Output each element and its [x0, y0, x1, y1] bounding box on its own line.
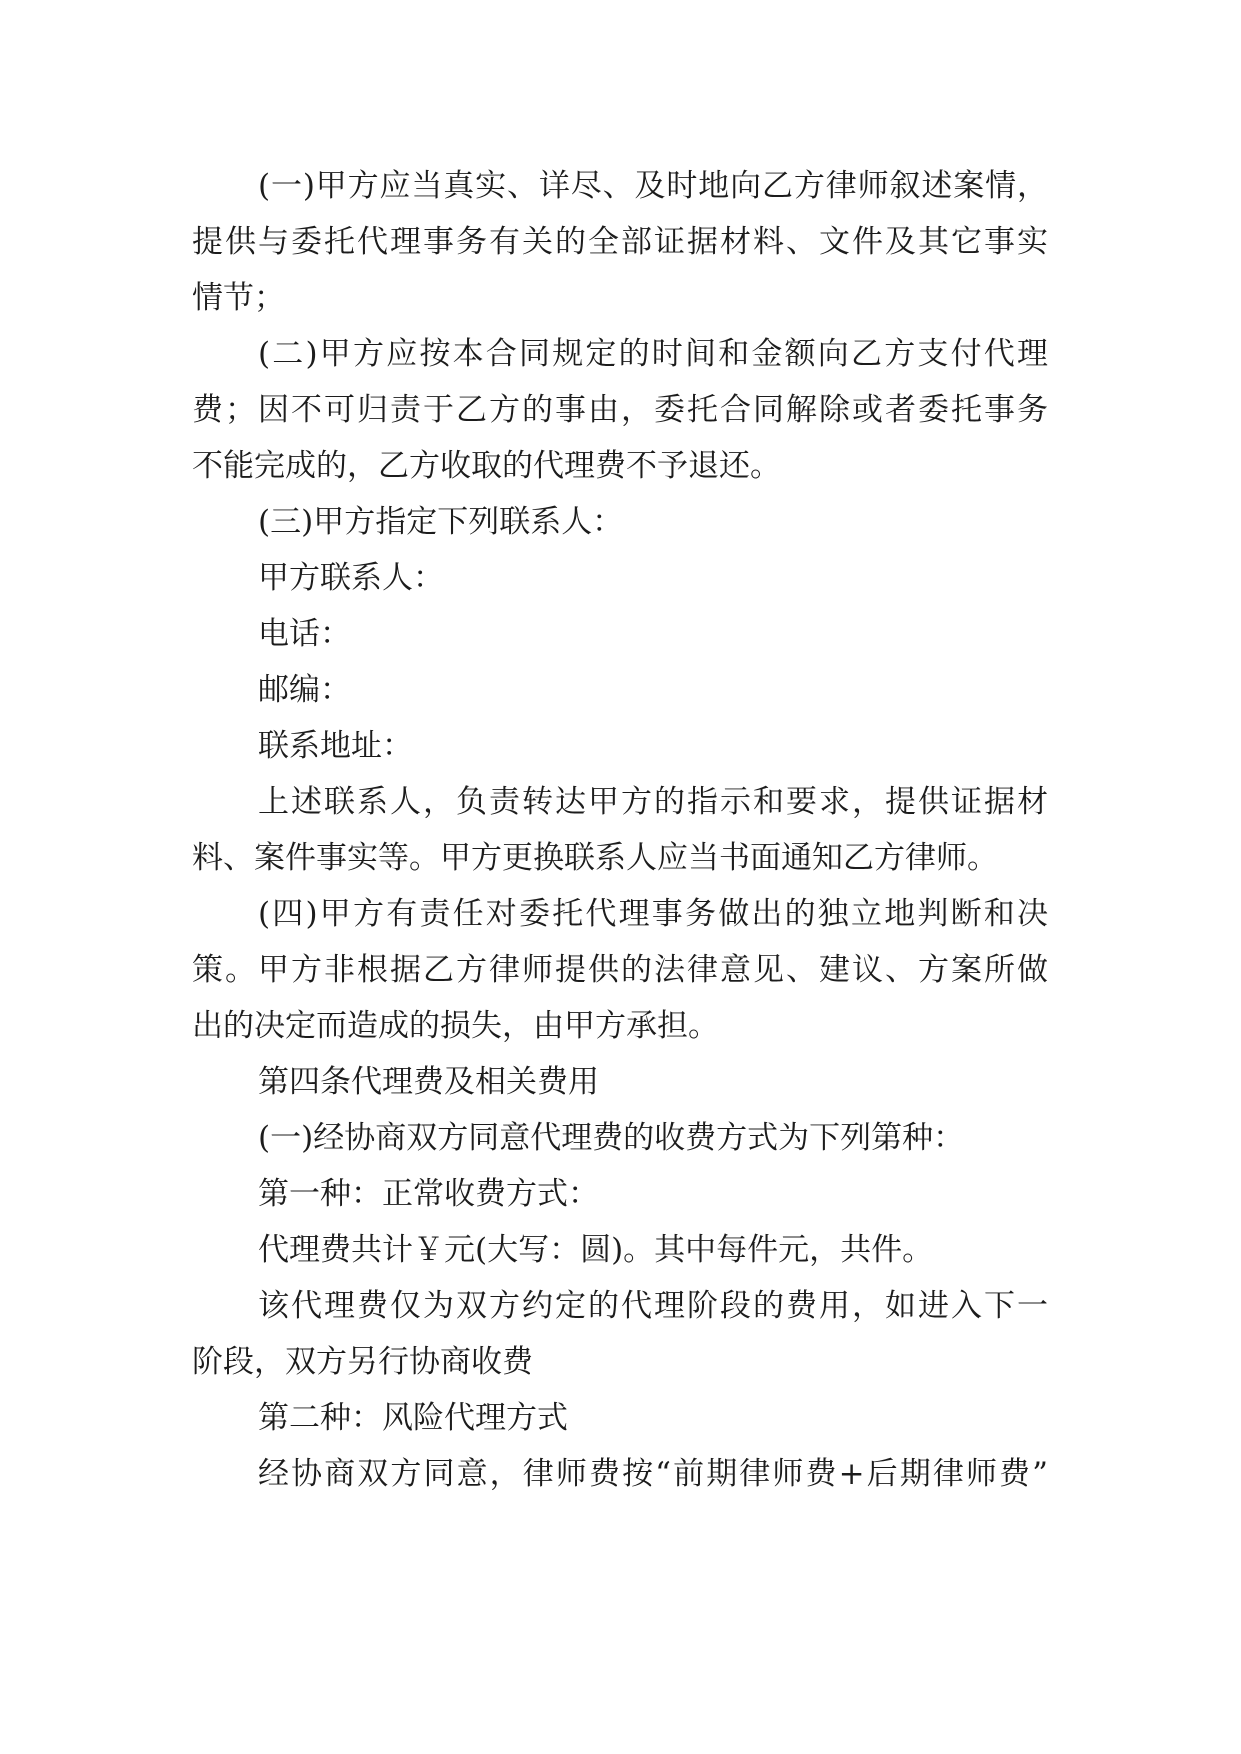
- paragraph-line: (二)甲方应按本合同规定的时间和金额向乙方支付代理: [258, 336, 1048, 372]
- postcode-label: 邮编：: [258, 672, 351, 708]
- paragraph-line: (四)甲方有责任对委托代理事务做出的独立地判断和决: [258, 896, 1048, 932]
- phone-label: 电话：: [258, 616, 351, 652]
- paragraph-line: (一)经协商双方同意代理费的收费方式为下列第种：: [258, 1120, 965, 1156]
- paragraph-line: 情节；: [192, 280, 285, 316]
- paragraph-line: 第一种：正常收费方式：: [258, 1176, 599, 1212]
- paragraph-line: 费；因不可归责于乙方的事由，委托合同解除或者委托事务: [192, 392, 1048, 428]
- paragraph-line: 策。甲方非根据乙方律师提供的法律意见、建议、方案所做: [192, 952, 1048, 988]
- paragraph-line: 料、案件事实等。甲方更换联系人应当书面通知乙方律师。: [192, 840, 998, 876]
- paragraph-line: (一)甲方应当真实、详尽、及时地向乙方律师叙述案情，: [258, 168, 1048, 204]
- paragraph-line: 不能完成的，乙方收取的代理费不予退还。: [192, 448, 781, 484]
- section-heading: 第四条代理费及相关费用: [258, 1064, 599, 1100]
- paragraph-line: 提供与委托代理事务有关的全部证据材料、文件及其它事实: [192, 224, 1048, 260]
- paragraph-line: 第二种：风险代理方式: [258, 1400, 568, 1436]
- paragraph-line: (三)甲方指定下列联系人：: [258, 504, 624, 540]
- paragraph-line: 该代理费仅为双方约定的代理阶段的费用，如进入下一: [258, 1288, 1048, 1324]
- paragraph-line: 出的决定而造成的损失，由甲方承担。: [192, 1008, 719, 1044]
- paragraph-line: 经协商双方同意，律师费按“前期律师费+后期律师费”: [258, 1456, 1048, 1492]
- address-label: 联系地址：: [258, 728, 413, 764]
- paragraph-line: 阶段，双方另行协商收费: [192, 1344, 533, 1380]
- contact-person-label: 甲方联系人：: [258, 560, 444, 596]
- paragraph-line: 上述联系人，负责转达甲方的指示和要求，提供证据材: [258, 784, 1048, 820]
- paragraph-line: 代理费共计￥元(大写：圆)。其中每件元，共件。: [258, 1232, 934, 1268]
